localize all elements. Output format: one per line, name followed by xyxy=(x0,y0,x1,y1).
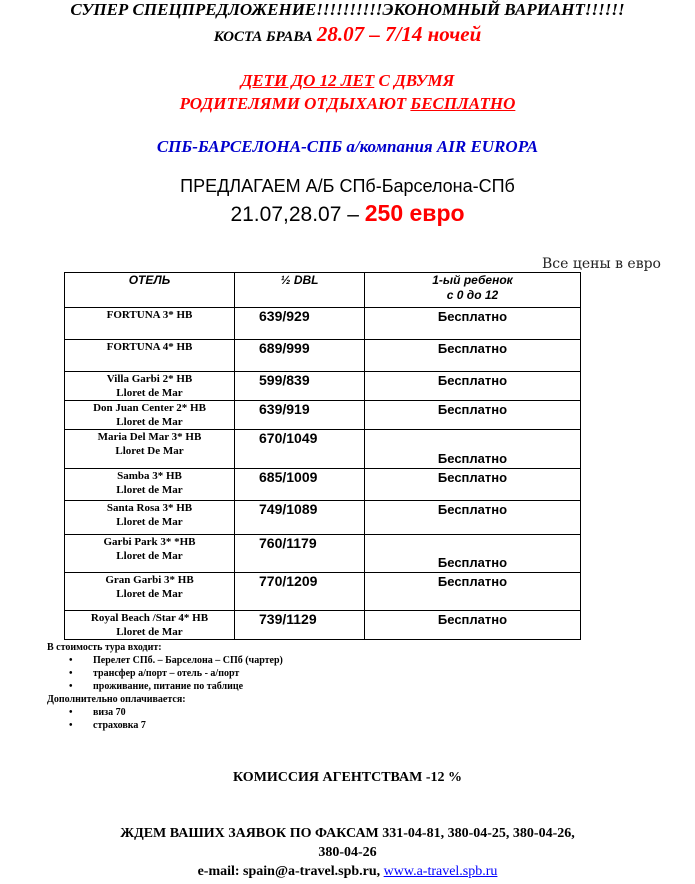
kids-offer-line2 xyxy=(0,94,695,114)
kids-with-parents: С ДВУМЯ xyxy=(374,71,455,90)
hotel-cell xyxy=(65,340,235,372)
hotel-name: Don Juan Center 2* HB xyxy=(93,402,206,414)
hotel-cell xyxy=(65,401,235,430)
price-cell: 689/999 xyxy=(235,340,365,372)
child-cell: Бесплатно xyxy=(365,401,581,430)
kids-offer-line1 xyxy=(0,71,695,91)
price-cell: 599/839 xyxy=(235,372,365,401)
fax-line-2: 380-04-26 xyxy=(318,845,377,860)
list-item: • Перелет СПб. – Барселона – СПб (чартер) xyxy=(93,654,283,667)
kids-age: ДЕТИ ДО 12 ЛЕТ xyxy=(240,71,375,90)
hotel-name: Villa Garbi 2* HB xyxy=(106,373,193,385)
header-child-line1: 1-ый ребенок xyxy=(432,273,513,287)
header-dbl: ½ DBL xyxy=(235,273,365,308)
hotel-location: Lloret de Mar xyxy=(116,416,183,428)
price-cell: 760/1179 xyxy=(235,535,365,573)
hotel-location: Lloret De Mar xyxy=(115,445,184,457)
list-item: • страховка 7 xyxy=(93,719,283,732)
headline: СУПЕР СПЕЦПРЕДЛОЖЕНИЕ!!!!!!!!!!ЭКОНОМНЫЙ ВАРИАНТ!!!!!! xyxy=(70,0,625,19)
table-row xyxy=(65,401,581,430)
table-row xyxy=(65,535,581,573)
child-cell xyxy=(365,535,581,573)
table-row xyxy=(65,469,581,501)
dates-duration: 28.07 – 7/14 ночей xyxy=(316,22,482,46)
flight-price: 250 евро xyxy=(364,200,465,226)
hotel-location: Lloret de Mar xyxy=(116,516,183,528)
price-cell: 639/919 xyxy=(235,401,365,430)
commission: КОМИССИЯ АГЕНТСТВАМ -12 % xyxy=(233,770,462,785)
hotel-name: Garbi Park 3* *HB xyxy=(103,536,196,548)
price-table xyxy=(64,272,581,640)
child-cell: Бесплатно xyxy=(365,501,581,535)
list-item: • виза 70 xyxy=(93,706,283,719)
price-cell: 770/1209 xyxy=(235,573,365,611)
child-value: Бесплатно xyxy=(437,451,508,466)
table-row xyxy=(65,340,581,372)
price-cell: 685/1009 xyxy=(235,469,365,501)
flight-offer-price-line xyxy=(0,200,695,227)
child-cell: Бесплатно xyxy=(365,308,581,340)
header-hotel: ОТЕЛЬ xyxy=(65,273,235,308)
includes-title: В стоимость тура входит: xyxy=(47,642,162,653)
flight-offer-title: ПРЕДЛАГАЕМ А/Б СПб-Барселона-СПб xyxy=(180,176,515,196)
hotel-name: Santa Rosa 3* HB xyxy=(106,502,193,514)
table-row xyxy=(65,573,581,611)
hotel-name: Samba 3* HB xyxy=(117,470,182,482)
hotel-cell xyxy=(65,372,235,401)
destination: КОСТА БРАВА xyxy=(213,29,313,45)
hotel-location: Lloret de Mar xyxy=(116,484,183,496)
child-cell: Бесплатно xyxy=(365,340,581,372)
flight-dates: 21.07,28.07 – xyxy=(230,203,365,226)
table-row xyxy=(65,372,581,401)
hotel-name: Royal Beach /Star 4* HB xyxy=(90,612,209,624)
tour-includes xyxy=(47,641,283,732)
includes-list xyxy=(47,654,283,693)
hotel-cell xyxy=(65,430,235,469)
hotel-name: FORTUNA 4* HB xyxy=(106,341,193,353)
price-cell: 739/1129 xyxy=(235,611,365,640)
child-cell: Бесплатно xyxy=(365,469,581,501)
fax-line: ЖДЕМ ВАШИХ ЗАЯВОК ПО ФАКСАМ 331-04-81, 380-04-25, 380-04-26, xyxy=(120,826,575,841)
list-item: • трансфер а/порт – отель - а/порт xyxy=(93,667,283,680)
price-cell: 639/929 xyxy=(235,308,365,340)
email-text: e-mail: spain@a-travel.spb.ru, xyxy=(197,864,384,879)
subtitle xyxy=(0,22,695,47)
extra-title: Дополнительно оплачивается: xyxy=(47,694,186,705)
free-label: БЕСПЛАТНО xyxy=(410,94,516,113)
hotel-name: FORTUNA 3* HB xyxy=(106,309,193,321)
child-cell xyxy=(365,430,581,469)
parents-rest: РОДИТЕЛЯМИ ОТДЫХАЮТ xyxy=(179,94,411,113)
extra-list xyxy=(47,706,283,732)
child-cell: Бесплатно xyxy=(365,611,581,640)
table-header-row xyxy=(65,273,581,308)
header-child-line2: с 0 до 12 xyxy=(446,288,499,302)
website-link[interactable]: www.a-travel.spb.ru xyxy=(383,864,498,879)
hotel-cell xyxy=(65,308,235,340)
table-row xyxy=(65,308,581,340)
currency-note: Все цены в евро xyxy=(542,256,661,272)
header-child xyxy=(365,273,581,308)
email-line xyxy=(0,864,695,880)
hotel-location: Lloret de Mar xyxy=(116,387,183,399)
hotel-name: Maria Del Mar 3* HB xyxy=(97,431,202,443)
hotel-cell xyxy=(65,535,235,573)
hotel-cell xyxy=(65,611,235,640)
table-row xyxy=(65,611,581,640)
child-cell: Бесплатно xyxy=(365,372,581,401)
hotel-cell xyxy=(65,573,235,611)
price-cell: 749/1089 xyxy=(235,501,365,535)
hotel-name: Gran Garbi 3* HB xyxy=(105,574,194,586)
table-row xyxy=(65,430,581,469)
hotel-location: Lloret de Mar xyxy=(116,550,183,562)
table-row xyxy=(65,501,581,535)
hotel-cell xyxy=(65,469,235,501)
hotel-cell xyxy=(65,501,235,535)
child-cell: Бесплатно xyxy=(365,573,581,611)
price-cell: 670/1049 xyxy=(235,430,365,469)
list-item: • проживание, питание по таблице xyxy=(93,680,283,693)
hotel-location: Lloret de Mar xyxy=(116,626,183,638)
child-value: Бесплатно xyxy=(437,555,508,570)
route-airline: СПБ-БАРСЕЛОНА-СПБ а/компания AIR EUROPA xyxy=(156,137,539,156)
hotel-location: Lloret de Mar xyxy=(116,588,183,600)
